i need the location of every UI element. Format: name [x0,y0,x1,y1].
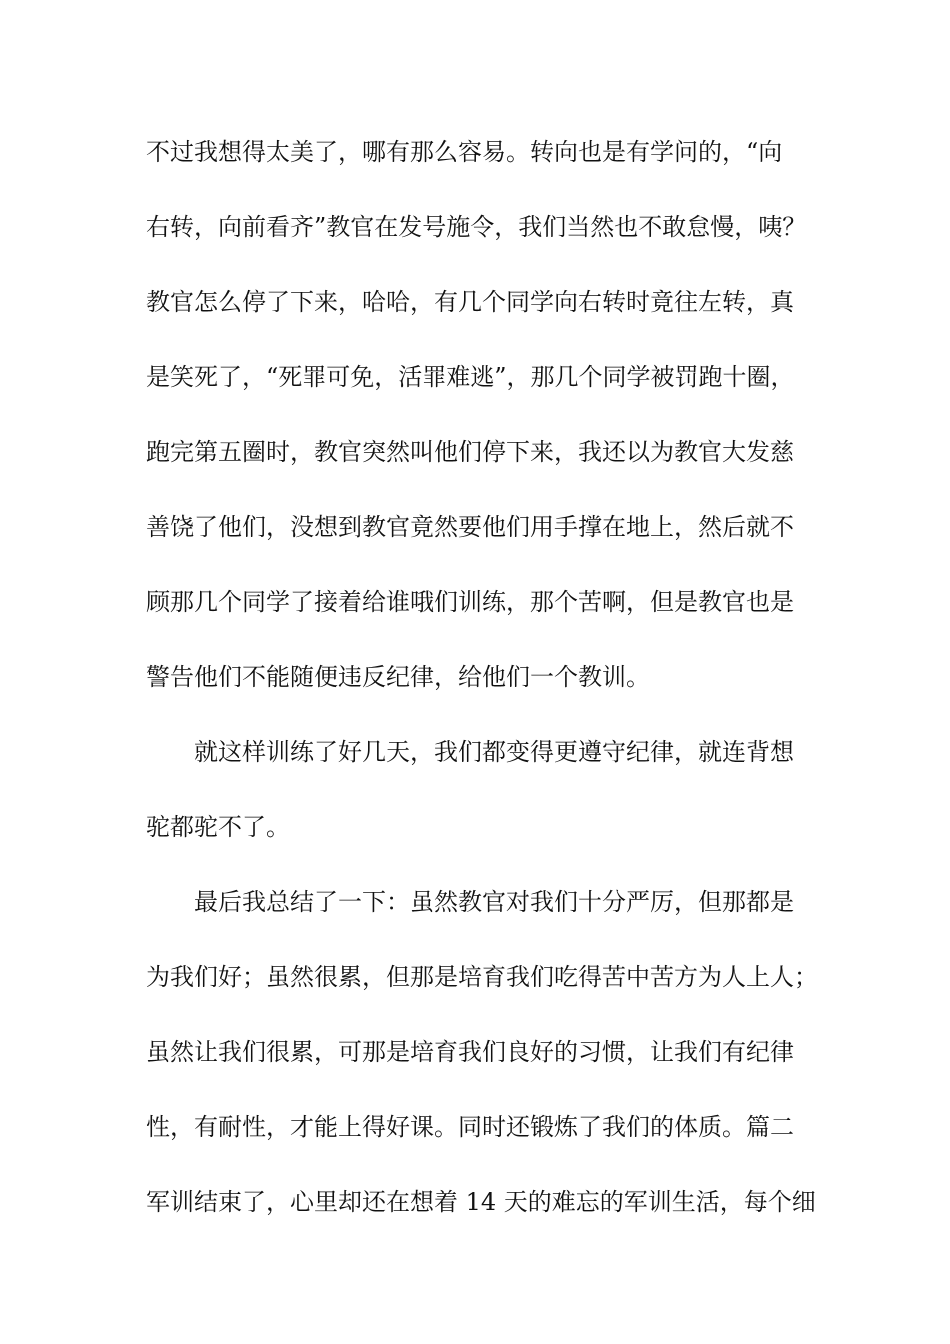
text-line: 善饶了他们，没想到教官竟然要他们用手撑在地上，然后就不 [146,513,794,541]
text-line: 军训结束了，心里却还在想着 14 天的难忘的军训生活，每个细 [146,1188,816,1216]
text-line: 为我们好；虽然很累，但那是培育我们吃得苦中苦方为人上人； [146,963,818,991]
text-line: 右转，向前看齐”教官在发号施令，我们当然也不敢怠慢，咦？ [146,213,807,241]
text-line: 不过我想得太美了，哪有那么容易。转向也是有学问的，“向 [146,138,783,166]
paragraph-start-line: 最后我总结了一下：虽然教官对我们十分严厉，但那都是 [194,888,794,916]
text-line: 是笑死了，“死罪可免，活罪难逃”，那几个同学被罚跑十圈， [146,363,795,391]
text-line: 虽然让我们很累，可那是培育我们良好的习惯，让我们有纪律 [146,1038,794,1066]
text-line: 警告他们不能随便违反纪律，给他们一个教训。 [146,663,650,691]
text-line: 教官怎么停了下来，哈哈，有几个同学向右转时竟往左转，真 [146,288,794,316]
paragraph-start-line: 就这样训练了好几天，我们都变得更遵守纪律，就连背想 [194,738,794,766]
text-line: 跑完第五圈时，教官突然叫他们停下来，我还以为教官大发慈 [146,438,794,466]
text-line: 顾那几个同学了接着给谁哦们训练，那个苦啊，但是教官也是 [146,588,794,616]
document-body [146,126,816,1251]
text-line: 驼都驼不了。 [146,813,290,841]
text-line: 性，有耐性，才能上得好课。同时还锻炼了我们的体质。篇二 [146,1113,794,1141]
